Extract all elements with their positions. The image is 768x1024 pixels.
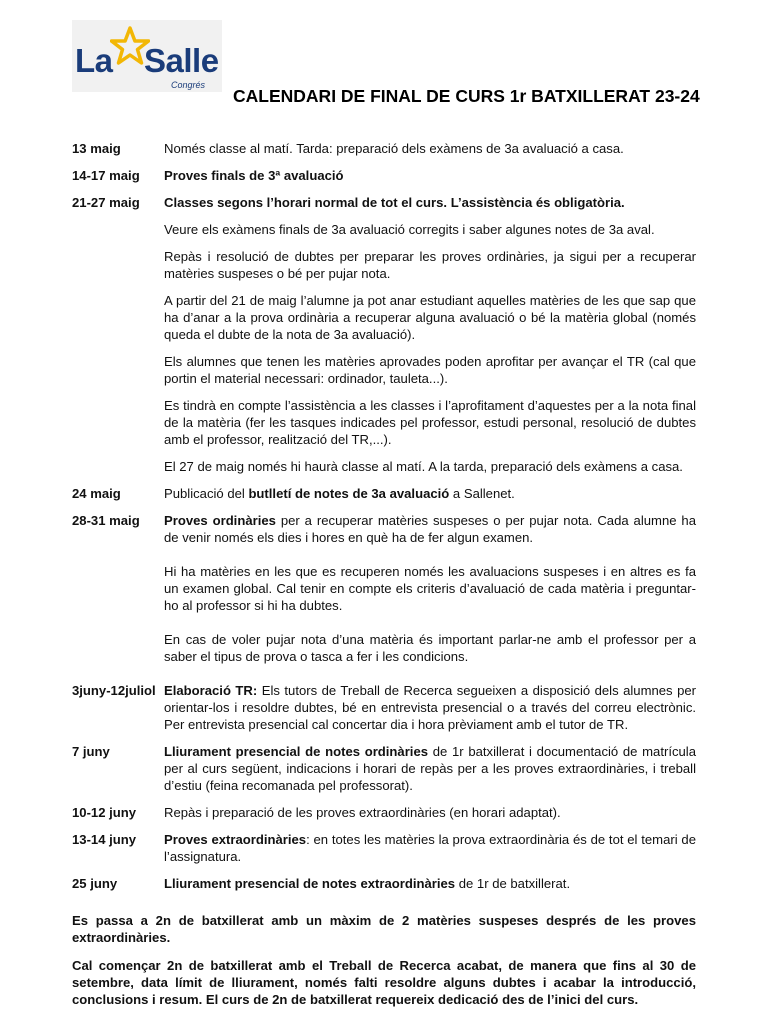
entry-date: 7 juny	[72, 744, 110, 759]
entry-date: 21-27 maig	[72, 195, 140, 210]
entry-text-bold: Lliurament presencial de notes extraordinàries	[164, 876, 456, 891]
entry-text: Només classe al matí. Tarda: preparació dels exàmens de 3a avaluació a casa.	[164, 141, 624, 156]
entry-text: Hi ha matèries en les que es recuperen només les avaluacions suspeses i en altres es fa un examen global. Cal tenir en compte els criteris d’avaluació de cada matèria i preguntar-ho al professor si hi ha dubtes.	[164, 564, 696, 613]
entry-text: En cas de voler pujar nota d’una matèria és important parlar-ne amb el professor per a saber el tipus de prova o tasca a fer i les condicions.	[164, 632, 696, 664]
logo-word-salle: Salle	[144, 42, 219, 79]
entry-date: 14-17 maig	[72, 168, 140, 183]
entry-date: 3juny-12juliol	[72, 683, 156, 698]
footer-note: Cal començar 2n de batxillerat amb el Treball de Recerca acabat, de manera que fins al 30 de setembre, data límit de lliurament, només falti resoldre alguns dubtes i acabar la introducció, conclusions i resum. El curs de 2n de batxillerat requereix dedicació des de l’inici del curs.	[72, 958, 696, 1007]
calendar-entry	[72, 743, 696, 804]
entry-text-bold: Elaboració TR:	[164, 683, 258, 698]
calendar-entries	[72, 140, 696, 902]
entry-date: 13 maig	[72, 141, 121, 156]
entry-text-bold: butlletí de notes de 3a avaluació	[248, 486, 450, 501]
entry-text-bold: Lliurament presencial de notes ordinàries	[164, 744, 429, 759]
la-salle-logo	[72, 20, 222, 92]
calendar-entry	[72, 140, 696, 167]
entry-text: Els alumnes que tenen les matèries aprovades poden aprofitar per avançar el TR (cal que portin el material necessari: ordinador, tauleta...).	[164, 354, 696, 386]
entry-text: de 1r batxillerat i documentació de matrícula per al curs següent, indicacions i horari de repàs per a les proves extraordinàries, i treball d’estiu (feina recomanada pel professorat).	[164, 744, 696, 793]
entry-text: Publicació del	[164, 486, 249, 501]
footer-note: Es passa a 2n de batxillerat amb un màxim de 2 matèries suspeses després de les proves extraordinàries.	[72, 913, 696, 945]
footer-notes	[72, 912, 696, 1019]
calendar-entry	[72, 167, 696, 194]
page-title: CALENDARI DE FINAL DE CURS 1r BATXILLERAT 23-24	[233, 86, 700, 106]
calendar-entry	[72, 512, 696, 682]
calendar-entry	[72, 831, 696, 875]
entry-text: Veure els exàmens finals de 3a avaluació corregits i saber algunes notes de 3a aval.	[164, 222, 655, 237]
entry-text: El 27 de maig només hi haurà classe al matí. A la tarda, preparació dels exàmens a casa.	[164, 459, 683, 474]
entry-text: Els tutors de Treball de Recerca segueixen a disposició dels alumnes per orientar-los i resoldre dubtes, bé en entrevista presencial o a través del correu electrònic. Per entrevista presencial cal concertar dia i hora prèviament amb el tutor de TR.	[164, 683, 697, 732]
entry-date: 28-31 maig	[72, 513, 140, 528]
calendar-entry	[72, 682, 696, 743]
entry-text-bold: Proves finals de 3ª avaluació	[164, 168, 344, 183]
calendar-entry	[72, 804, 696, 831]
entry-date: 25 juny	[72, 876, 118, 891]
entry-text: Repàs i preparació de les proves extraordinàries (en horari adaptat).	[164, 805, 561, 820]
entry-text: : en totes les matèries la prova extraordinària és de tot el temari de l’assignatura.	[164, 832, 696, 864]
calendar-entry	[72, 485, 696, 512]
entry-date: 13-14 juny	[72, 832, 137, 847]
calendar-entry	[72, 194, 696, 485]
entry-text-bold: Proves extraordinàries	[164, 832, 307, 847]
logo-word-la: La	[75, 42, 113, 79]
entry-date: 24 maig	[72, 486, 121, 501]
logo-subtitle: Congrés	[171, 80, 206, 90]
entry-text: A partir del 21 de maig l’alumne ja pot anar estudiant aquelles matèries de les que sap que ha d’anar a la prova ordinària a recuperar alguna avaluació o bé la matèria global (només queda el dubte de la nota de 3a avaluació).	[164, 293, 696, 342]
calendar-entry	[72, 875, 696, 902]
entry-text: per a recuperar matèries suspeses o per pujar nota. Cada alumne ha de venir només els dies i hores en què ha de fer algun examen.	[164, 513, 696, 545]
entry-text-bold: Classes segons l’horari normal de tot el curs. L’assistència és obligatòria.	[164, 195, 625, 210]
entry-text: Repàs i resolució de dubtes per preparar les proves ordinàries, ja sigui per a recuperar matèries suspeses o bé per pujar nota.	[164, 249, 696, 281]
entry-date: 10-12 juny	[72, 805, 137, 820]
entry-text: de 1r de batxillerat.	[455, 876, 571, 891]
entry-text: Es tindrà en compte l’assistència a les classes i l’aprofitament d’aquestes per a la nota final de la matèria (fer les tasques indicades pel professor, estudi personal, resolució de dubtes amb el professor, realització del TR,...).	[164, 398, 696, 447]
entry-text-bold: Proves ordinàries	[164, 513, 276, 528]
entry-text: a Sallenet.	[449, 486, 515, 501]
